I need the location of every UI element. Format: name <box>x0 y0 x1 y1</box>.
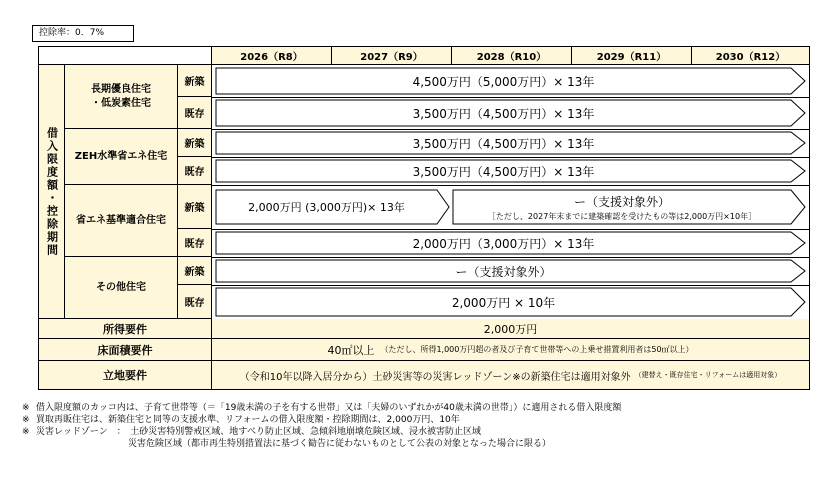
category-other: その他住宅 <box>65 257 178 319</box>
footnote: ※ 買取再販住宅は、新築住宅と同等の支援水準、リフォームの借入限度額・控除期間は、2,000万円、10年 <box>22 415 460 425</box>
sub-label-new: 新築 <box>178 129 212 157</box>
floor-area-requirement-value: 40㎡以上 （ただし、所得1,000万円超の者及び子育て世帯等への上乗せ措置利用者は50㎡以上） <box>212 339 809 361</box>
value-row3-new-first: 2,000万円 (3,000万円)× 13年 <box>248 201 405 214</box>
deduction-rate-label: 控除率：0．7% <box>32 25 134 42</box>
value-row2-new: 3,500万円（4,500万円）× 13年 <box>412 136 595 151</box>
loan-deduction-table <box>38 46 810 390</box>
side-label: 借入限度額・控除期間 <box>39 65 65 319</box>
location-requirement-value: （令和10年以降入居分から）土砂災害等の災害レッドゾーン※の新築住宅は適用対象外 （建替え・既存住宅・リフォームは適用対象） <box>212 361 809 389</box>
sub-label-existing: 既存 <box>178 229 212 257</box>
value-row3-new-second: ー（支援対象外） ［ただし、2027年末までに建築確認を受けたもの等は2,000万円×10年］ <box>487 194 757 221</box>
value-row1-existing: 3,500万円（4,500万円）× 13年 <box>412 106 595 121</box>
footnote: ※ 借入限度額のカッコ内は、子育て世帯等（＝「19歳未満の子を有する世帯」又は「夫婦のいずれかが40歳未満の世帯」）に適用される借入限度額 <box>22 403 622 413</box>
value-row3-existing: 2,000万円（3,000万円）× 13年 <box>412 236 595 251</box>
sub-label-existing: 既存 <box>178 157 212 185</box>
sub-label-new: 新築 <box>178 257 212 285</box>
value-row1-new: 4,500万円（5,000万円）× 13年 <box>412 74 595 89</box>
footnote-continuation: 災害危険区域（都市再生特別措置法に基づく勧告に従わないものとして公表の対象となった場合に限る） <box>128 439 552 449</box>
income-requirement-label: 所得要件 <box>39 319 212 339</box>
sub-label-new: 新築 <box>178 185 212 229</box>
sub-label-new: 新築 <box>178 65 212 97</box>
category-zeh: ZEH水準省エネ住宅 <box>65 129 178 185</box>
footnotes <box>22 402 812 450</box>
location-requirement-label: 立地要件 <box>39 361 212 389</box>
value-row4-existing: 2,000万円 × 10年 <box>451 295 556 310</box>
year-header-2027: 2027（R9） <box>332 47 452 65</box>
value-row4-new: ー（支援対象外） <box>455 264 552 279</box>
year-header-2028: 2028（R10） <box>452 47 572 65</box>
sub-label-existing: 既存 <box>178 97 212 129</box>
category-energy-standard: 省エネ基準適合住宅 <box>65 185 178 257</box>
year-header-2030: 2030（R12） <box>692 47 809 65</box>
footnote: ※ 災害レッドゾーン ： 土砂災害特別警戒区域、地すべり防止区域、急傾斜地崩壊危険区域、浸水被害防止区域 <box>22 427 482 437</box>
floor-area-requirement-label: 床面積要件 <box>39 339 212 361</box>
value-row2-existing: 3,500万円（4,500万円）× 13年 <box>412 164 595 179</box>
income-requirement-value: 2,000万円 <box>212 319 809 339</box>
value-row3-new-note: ［ただし、2027年末までに建築確認を受けたもの等は2,000万円×10年］ <box>487 211 757 221</box>
category-long-term-excellent: 長期優良住宅 ・低炭素住宅 <box>65 65 178 129</box>
year-header-2026: 2026（R8） <box>212 47 332 65</box>
sub-label-existing: 既存 <box>178 285 212 319</box>
year-header-2029: 2029（R11） <box>572 47 692 65</box>
